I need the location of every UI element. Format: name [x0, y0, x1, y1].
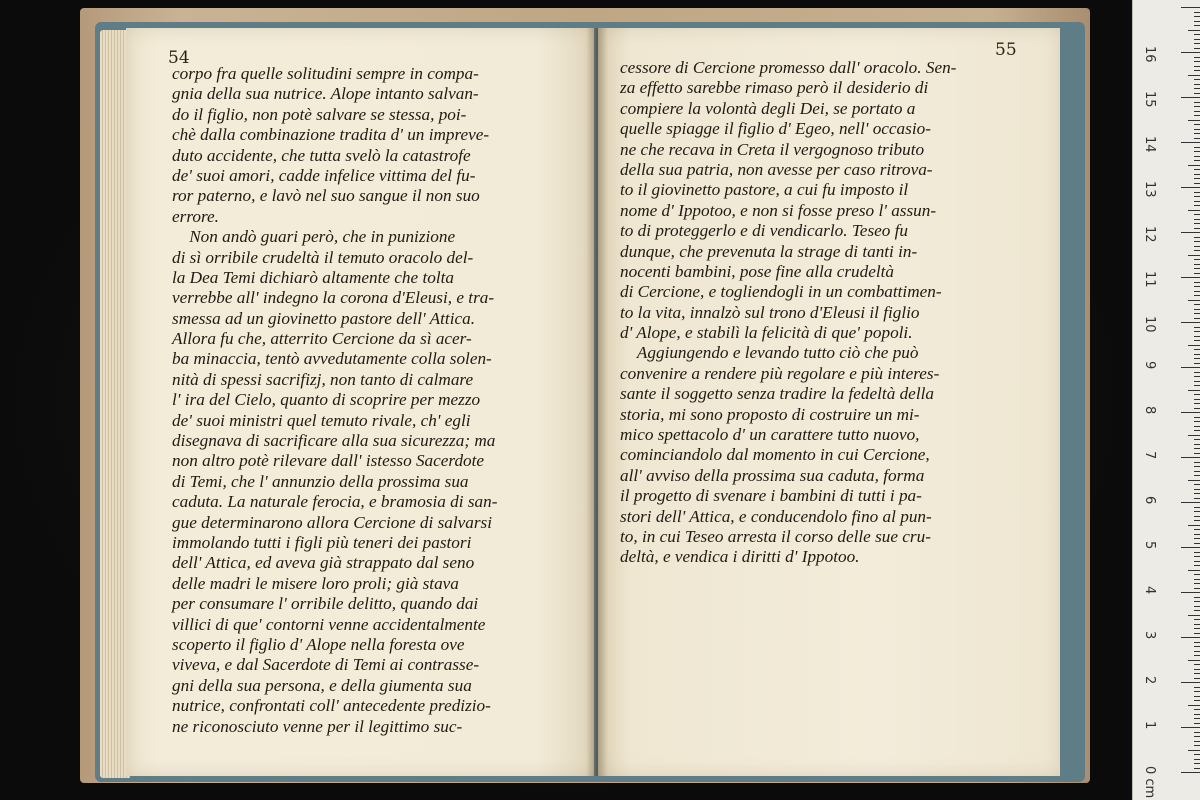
ruler-tick — [1194, 381, 1200, 382]
text-line: Aggiungendo e levando tutto ciò che può — [620, 343, 919, 363]
ruler-label: 2 — [1142, 676, 1157, 685]
text-line: do il figlio, non potè salvare se stessa, poi- — [172, 104, 467, 124]
ruler-tick — [1194, 43, 1200, 44]
ruler-tick — [1181, 412, 1200, 413]
ruler-tick — [1194, 507, 1200, 508]
ruler-tick — [1194, 583, 1200, 584]
measurement-ruler — [1132, 0, 1200, 800]
ruler-tick — [1194, 241, 1200, 242]
text-line: Allora fu che, atterrito Cercione da sì acer- — [172, 329, 472, 349]
ruler-label: 8 — [1142, 406, 1157, 415]
text-line: errore. — [172, 206, 219, 226]
text-line: disegnava di sacrificare alla sua sicurezza; ma — [172, 431, 496, 451]
text-line: di Temi, che l' annunzio della prossima sua — [172, 471, 469, 491]
text-line: il progetto di svenare i bambini di tutti i pa- — [620, 486, 922, 506]
ruler-tick — [1194, 543, 1200, 544]
text-line: l' ira del Cielo, quanto di scoprire per mezzo — [172, 390, 481, 410]
ruler-tick — [1194, 642, 1200, 643]
ruler-tick — [1194, 111, 1200, 112]
ruler-tick — [1194, 124, 1200, 125]
text-line: non altro potè rilevare dall' istesso Sacerdote — [172, 451, 485, 471]
ruler-tick — [1194, 484, 1200, 485]
ruler-tick — [1194, 597, 1200, 598]
ruler-tick — [1194, 489, 1200, 490]
ruler-tick — [1181, 592, 1200, 593]
ruler-tick — [1194, 624, 1200, 625]
ruler-tick — [1194, 669, 1200, 670]
text-line: della sua patria, non avesse per caso ritrova- — [620, 159, 933, 179]
ruler-tick — [1181, 727, 1200, 728]
ruler-tick — [1194, 138, 1200, 139]
ruler-tick — [1188, 300, 1200, 301]
text-line: ror paterno, e lavò nel suo sangue il non suo — [172, 186, 480, 206]
text-line: immolando tutti i figli più teneri dei pastori — [172, 532, 472, 552]
text-line: za effetto sarebbe rimaso però il desiderio di — [620, 78, 929, 98]
text-line: to, in cui Teseo arresta il corso delle sue cru- — [620, 526, 931, 546]
ruler-label: 10 — [1142, 316, 1157, 333]
ruler-tick — [1194, 574, 1200, 575]
ruler-tick — [1194, 268, 1200, 269]
ruler-tick — [1194, 700, 1200, 701]
text-line: stori dell' Attica, e conducendolo fino al pun- — [620, 506, 932, 526]
ruler-tick — [1181, 367, 1200, 368]
ruler-tick — [1194, 714, 1200, 715]
ruler-tick — [1194, 394, 1200, 395]
ruler-label: 6 — [1142, 496, 1157, 505]
ruler-label: 1 — [1142, 721, 1157, 730]
ruler-label: 15 — [1142, 91, 1157, 108]
text-line: to di proteggerlo e di vendicarlo. Teseo fu — [620, 221, 909, 241]
ruler-tick — [1194, 214, 1200, 215]
ruler-tick — [1194, 102, 1200, 103]
ruler-tick — [1194, 192, 1200, 193]
ruler-tick — [1181, 142, 1200, 143]
ruler-tick — [1194, 376, 1200, 377]
ruler-tick — [1194, 408, 1200, 409]
ruler-tick — [1188, 165, 1200, 166]
text-line: viveva, e dal Sacerdote di Temi ai contrasse- — [172, 655, 480, 675]
text-line: per consumare l' orribile delitto, quando dai — [172, 594, 479, 614]
ruler-tick — [1194, 160, 1200, 161]
text-line: nutrice, confrontati coll' antecedente predizio- — [172, 696, 491, 716]
ruler-tick — [1194, 169, 1200, 170]
ruler-tick — [1194, 754, 1200, 755]
ruler-tick — [1194, 673, 1200, 674]
text-line: di Cercione, e togliendogli in un combattimen- — [620, 282, 942, 302]
text-line: de' suoi ministri quel temuto rivale, ch' egli — [172, 410, 471, 430]
ruler-tick — [1194, 763, 1200, 764]
ruler-label: 0 cm — [1142, 766, 1157, 799]
text-line: la Dea Temi dichiarò altamente che tolta — [172, 267, 454, 287]
ruler-tick — [1194, 336, 1200, 337]
ruler-tick — [1181, 772, 1200, 773]
ruler-tick — [1194, 475, 1200, 476]
ruler-tick — [1194, 768, 1200, 769]
ruler-tick — [1194, 318, 1200, 319]
ruler-label: 12 — [1142, 226, 1157, 243]
ruler-tick — [1194, 250, 1200, 251]
text-line: ne riconosciuto venne per il legittimo suc- — [172, 716, 463, 736]
ruler-tick — [1194, 48, 1200, 49]
ruler-tick — [1194, 106, 1200, 107]
ruler-tick — [1194, 741, 1200, 742]
ruler-tick — [1194, 498, 1200, 499]
text-line: gni della sua persona, e della giumenta sua — [172, 675, 472, 695]
text-line: nità di spessi sacrifizj, non tanto di calmare — [172, 369, 474, 389]
ruler-tick — [1194, 511, 1200, 512]
text-line: dell' Attica, ed aveva già strappato dal seno — [172, 553, 475, 573]
ruler-tick — [1194, 372, 1200, 373]
ruler-tick — [1194, 520, 1200, 521]
ruler-tick — [1194, 723, 1200, 724]
ruler-tick — [1194, 556, 1200, 557]
ruler-tick — [1194, 264, 1200, 265]
ruler-tick — [1194, 421, 1200, 422]
ruler-tick — [1194, 205, 1200, 206]
ruler-tick — [1194, 439, 1200, 440]
ruler-tick — [1194, 759, 1200, 760]
ruler-tick — [1181, 232, 1200, 233]
ruler-tick — [1194, 462, 1200, 463]
ruler-tick — [1194, 633, 1200, 634]
ruler-tick — [1194, 655, 1200, 656]
right-page-number: 55 — [995, 40, 1017, 60]
ruler-tick — [1194, 147, 1200, 148]
ruler-tick — [1194, 174, 1200, 175]
ruler-tick — [1194, 178, 1200, 179]
ruler-tick — [1194, 552, 1200, 553]
text-line: di sì orribile crudeltà il temuto oracolo del- — [172, 247, 474, 267]
ruler-tick — [1194, 516, 1200, 517]
ruler-tick — [1194, 84, 1200, 85]
text-line: gnia della sua nutrice. Alope intanto salvan- — [172, 84, 479, 104]
ruler-tick — [1181, 187, 1200, 188]
ruler-tick — [1194, 691, 1200, 692]
ruler-tick — [1194, 282, 1200, 283]
ruler-tick — [1194, 304, 1200, 305]
ruler-tick — [1194, 687, 1200, 688]
right-page-text — [620, 58, 1030, 568]
ruler-tick — [1194, 66, 1200, 67]
text-line: cessore di Cercione promesso dall' oracolo. Sen- — [620, 58, 957, 77]
ruler-tick — [1194, 223, 1200, 224]
text-line: caduta. La naturale ferocia, e bramosia di san- — [172, 492, 498, 512]
ruler-tick — [1181, 502, 1200, 503]
ruler-tick — [1194, 273, 1200, 274]
ruler-tick — [1194, 426, 1200, 427]
text-line: to la vita, innalzò sul trono d'Eleusi il figlio — [620, 302, 920, 322]
text-line: compiere la volontà degli Dei, se portato a — [620, 98, 916, 118]
ruler-tick — [1194, 736, 1200, 737]
ruler-tick — [1194, 331, 1200, 332]
ruler-tick — [1194, 151, 1200, 152]
ruler-tick — [1194, 718, 1200, 719]
ruler-tick — [1194, 228, 1200, 229]
text-line: scoperto il figlio d' Alope nella foresta ove — [172, 634, 465, 654]
ruler-tick — [1194, 88, 1200, 89]
ruler-tick — [1194, 196, 1200, 197]
ruler-label: 16 — [1142, 46, 1157, 63]
ruler-tick — [1194, 628, 1200, 629]
ruler-tick — [1188, 480, 1200, 481]
ruler-tick — [1194, 732, 1200, 733]
ruler-tick — [1194, 403, 1200, 404]
ruler-tick — [1188, 525, 1200, 526]
left-page-text — [172, 64, 578, 737]
ruler-tick — [1194, 246, 1200, 247]
text-line: nocenti bambini, pose fine alla crudeltà — [620, 261, 895, 281]
ruler-tick — [1194, 399, 1200, 400]
ruler-tick — [1188, 75, 1200, 76]
ruler-tick — [1194, 471, 1200, 472]
ruler-tick — [1194, 309, 1200, 310]
text-line: gue determinarono allora Cercione di salvarsi — [172, 512, 493, 532]
ruler-tick — [1194, 291, 1200, 292]
ruler-tick — [1181, 682, 1200, 683]
ruler-tick — [1188, 120, 1200, 121]
ruler-tick — [1194, 115, 1200, 116]
ruler-tick — [1194, 493, 1200, 494]
text-line: duto accidente, che tutta svelò la catastrofe — [172, 145, 471, 165]
ruler-tick — [1194, 601, 1200, 602]
text-line: cominciandolo dal momento in cui Cercione, — [620, 445, 930, 465]
ruler-tick — [1181, 277, 1200, 278]
ruler-tick — [1194, 610, 1200, 611]
ruler-tick — [1181, 97, 1200, 98]
ruler-tick — [1188, 390, 1200, 391]
ruler-tick — [1194, 448, 1200, 449]
ruler-tick — [1188, 30, 1200, 31]
ruler-tick — [1194, 745, 1200, 746]
ruler-tick — [1194, 565, 1200, 566]
left-page-number: 54 — [168, 48, 190, 68]
book-gutter — [586, 28, 608, 776]
ruler-tick — [1194, 588, 1200, 589]
ruler-tick — [1194, 61, 1200, 62]
ruler-tick — [1181, 547, 1200, 548]
ruler-tick — [1194, 453, 1200, 454]
ruler-tick — [1194, 538, 1200, 539]
ruler-tick — [1194, 219, 1200, 220]
text-line: chè dalla combinazione tradita d' un impreve- — [172, 125, 490, 145]
ruler-tick — [1194, 183, 1200, 184]
ruler-tick — [1194, 79, 1200, 80]
text-line: convenire a rendere più regolare e più interes- — [620, 363, 940, 383]
text-line: mico spettacolo d' un carattere tutto nuovo, — [620, 425, 920, 445]
text-line: dunque, che prevenuta la strage di tanti in- — [620, 241, 918, 261]
ruler-tick — [1194, 340, 1200, 341]
ruler-tick — [1194, 327, 1200, 328]
ruler-tick — [1194, 70, 1200, 71]
text-line: smessa ad un giovinetto pastore dell' Attica. — [172, 308, 475, 328]
ruler-label: 13 — [1142, 181, 1157, 198]
ruler-tick — [1194, 363, 1200, 364]
text-line: corpo fra quelle solitudini sempre in compa- — [172, 64, 479, 83]
ruler-tick — [1194, 619, 1200, 620]
ruler-tick — [1194, 529, 1200, 530]
ruler-tick — [1194, 664, 1200, 665]
text-line: d' Alope, e stabilì la felicità di que' popoli. — [620, 323, 913, 343]
ruler-tick — [1194, 534, 1200, 535]
ruler-label: 5 — [1142, 541, 1157, 550]
ruler-tick — [1194, 430, 1200, 431]
ruler-label: 9 — [1142, 361, 1157, 370]
ruler-tick — [1181, 322, 1200, 323]
ruler-tick — [1194, 466, 1200, 467]
ruler-tick — [1188, 750, 1200, 751]
ruler-label: 14 — [1142, 136, 1157, 153]
ruler-tick — [1194, 606, 1200, 607]
text-line: delle madri le misere loro proli; già stava — [172, 573, 459, 593]
ruler-label: 7 — [1142, 451, 1157, 460]
ruler-tick — [1194, 57, 1200, 58]
text-line: sante il soggetto senza tradire la fedeltà della — [620, 384, 934, 404]
ruler-tick — [1194, 39, 1200, 40]
ruler-tick — [1194, 651, 1200, 652]
ruler-tick — [1188, 345, 1200, 346]
ruler-tick — [1181, 457, 1200, 458]
ruler-tick — [1194, 12, 1200, 13]
ruler-tick — [1194, 678, 1200, 679]
ruler-tick — [1194, 237, 1200, 238]
ruler-tick — [1188, 660, 1200, 661]
ruler-tick — [1181, 7, 1200, 8]
ruler-tick — [1194, 93, 1200, 94]
ruler-label: 3 — [1142, 631, 1157, 640]
ruler-tick — [1194, 21, 1200, 22]
text-line: de' suoi amori, cadde infelice vittima del fu- — [172, 165, 476, 185]
ruler-tick — [1194, 156, 1200, 157]
text-line: all' avviso della prossima sua caduta, forma — [620, 465, 925, 485]
ruler-tick — [1194, 417, 1200, 418]
ruler-tick — [1188, 435, 1200, 436]
ruler-tick — [1194, 259, 1200, 260]
ruler-tick — [1194, 358, 1200, 359]
ruler-tick — [1194, 286, 1200, 287]
text-line: to il giovinetto pastore, a cui fu imposto il — [620, 180, 909, 200]
ruler-tick — [1194, 354, 1200, 355]
ruler-tick — [1194, 561, 1200, 562]
ruler-tick — [1194, 129, 1200, 130]
text-line: Non andò guari però, che in punizione — [172, 227, 456, 247]
ruler-tick — [1194, 34, 1200, 35]
ruler-tick — [1194, 313, 1200, 314]
ruler-tick — [1188, 210, 1200, 211]
ruler-tick — [1188, 570, 1200, 571]
ruler-tick — [1194, 444, 1200, 445]
ruler-tick — [1194, 579, 1200, 580]
ruler-tick — [1194, 349, 1200, 350]
ruler-label: 11 — [1142, 271, 1157, 288]
ruler-tick — [1194, 295, 1200, 296]
text-line: quelle spiagge il figlio d' Egeo, nell' occasio- — [620, 119, 931, 139]
text-line: storia, mi sono proposto di costruire un mi- — [620, 404, 920, 424]
ruler-tick — [1188, 705, 1200, 706]
ruler-tick — [1188, 615, 1200, 616]
text-line: ba minaccia, tentò avvedutamente colla solen- — [172, 349, 492, 369]
ruler-tick — [1194, 385, 1200, 386]
text-line: deltà, e vendica i diritti d' Ippotoo. — [620, 547, 860, 567]
ruler-tick — [1194, 646, 1200, 647]
ruler-tick — [1181, 637, 1200, 638]
ruler-tick — [1194, 25, 1200, 26]
ruler-tick — [1194, 696, 1200, 697]
ruler-label: 4 — [1142, 586, 1157, 595]
ruler-tick — [1194, 16, 1200, 17]
text-line: verrebbe all' indegno la corona d'Eleusi, e tra- — [172, 288, 495, 308]
ruler-tick — [1181, 52, 1200, 53]
text-line: ne che recava in Creta il vergognoso tributo — [620, 139, 925, 159]
text-line: nome d' Ippotoo, e non si fosse preso l' assun- — [620, 200, 937, 220]
ruler-tick — [1194, 201, 1200, 202]
ruler-tick — [1194, 133, 1200, 134]
ruler-tick — [1194, 709, 1200, 710]
ruler-tick — [1188, 255, 1200, 256]
text-line: villici di que' contorni venne accidentalmente — [172, 614, 486, 634]
